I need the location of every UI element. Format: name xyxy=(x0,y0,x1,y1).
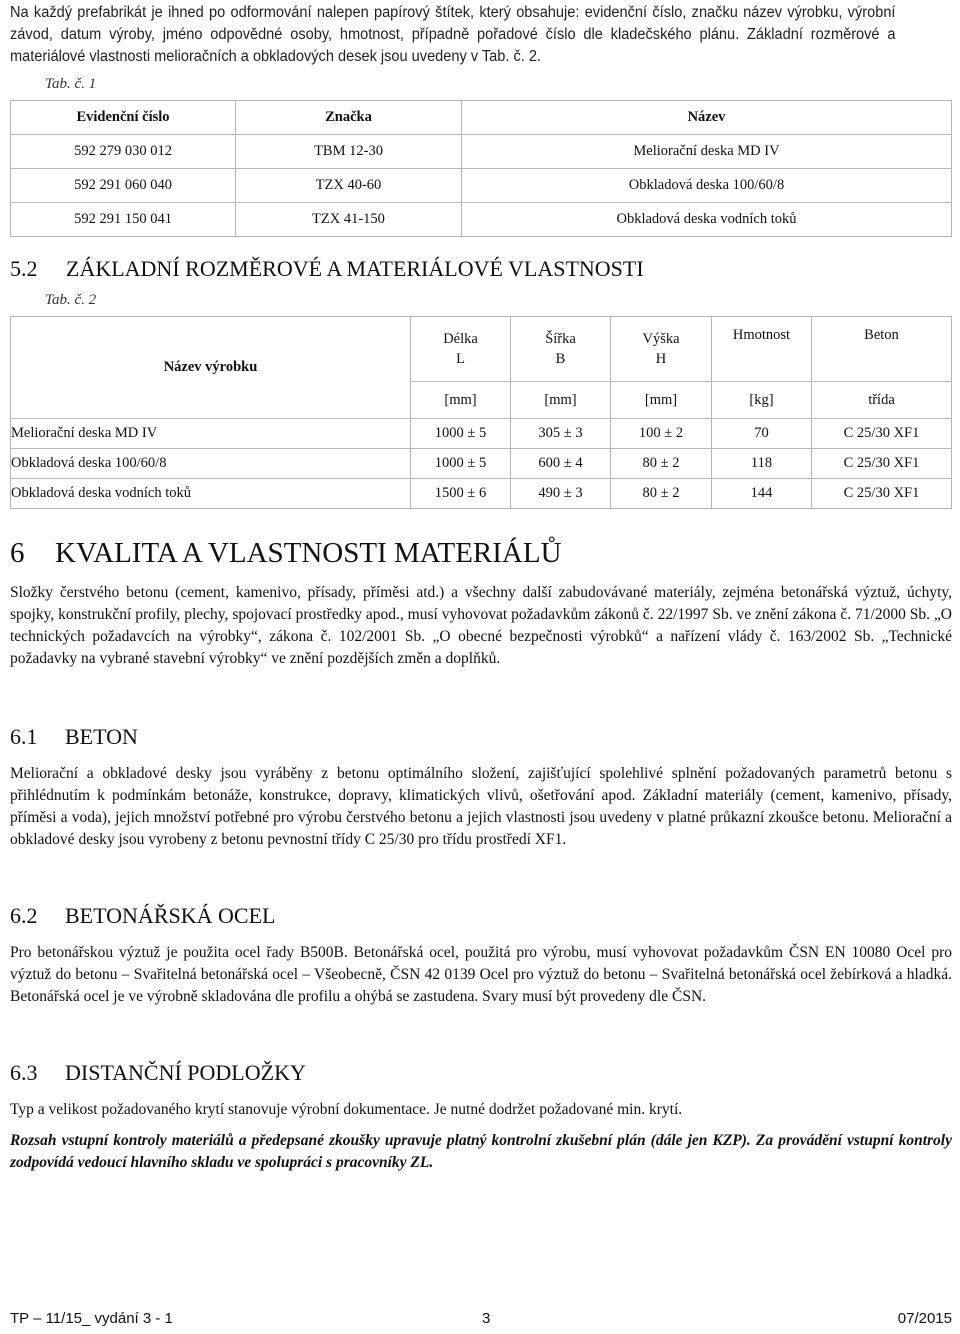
table-cell: 1000 ± 5 xyxy=(411,449,511,479)
table-cell: C 25/30 XF1 xyxy=(812,419,952,449)
section-title: ZÁKLADNÍ ROZMĚROVÉ A MATERIÁLOVÉ VLASTNOSTI xyxy=(66,256,644,281)
table2-header-length: Délka L xyxy=(411,317,511,382)
section-6-heading xyxy=(10,537,562,570)
section-title: BETONÁŘSKÁ OCEL xyxy=(65,903,276,928)
table-cell: Obkladová deska 100/60/8 xyxy=(11,449,411,479)
table-cell: 80 ± 2 xyxy=(611,449,712,479)
table2-header-weight: Hmotnost xyxy=(712,317,812,382)
table2-unit: [kg] xyxy=(712,382,812,419)
table1-header-mark: Značka xyxy=(236,101,462,135)
table1-caption: Tab. č. 1 xyxy=(45,76,97,92)
section-6-3-heading xyxy=(10,1060,306,1086)
table-cell: 144 xyxy=(712,479,812,509)
section-6-1-heading xyxy=(10,724,138,750)
section-number: 6 xyxy=(10,537,25,569)
table-cell: 592 291 060 040 xyxy=(11,169,236,203)
table-cell: 490 ± 3 xyxy=(511,479,611,509)
table-row xyxy=(11,449,952,479)
table2-unit: [mm] xyxy=(511,382,611,419)
section-number: 6.3 xyxy=(10,1060,38,1085)
section-title: DISTANČNÍ PODLOŽKY xyxy=(65,1060,306,1085)
table-cell: TZX 41-150 xyxy=(236,203,462,237)
table-cell: C 25/30 XF1 xyxy=(812,479,952,509)
footer-document-id: TP – 11/15_ vydání 3 - 1 xyxy=(10,1310,173,1327)
section-6-paragraph: Složky čerstvého betonu (cement, kamenivo, přísady, příměsi atd.) a všechny další zabudovávané materiály, zejména betonářská výztuž, úchyty, spojky, konstrukční profily, plechy, spojovací prostředky apod., musí vyhovovat požadavkům zákonů č. 22/1997 Sb. ve znění zákona č. 71/2000 Sb. „O technických požadavcích na výrobky“, zákona č. 102/2001 Sb. „O obecné bezpečnosti výrobků“ a nařízení vlády č. 163/2002 Sb. „Technické požadavky na vybrané stavební výrobky“ ve znění pozdějších změn a doplňků. xyxy=(10,584,952,667)
table-cell: 80 ± 2 xyxy=(611,479,712,509)
section-title: KVALITA A VLASTNOSTI MATERIÁLŮ xyxy=(55,537,562,569)
table2-header-row xyxy=(11,317,952,382)
table-cell: 100 ± 2 xyxy=(611,419,712,449)
table2-caption: Tab. č. 2 xyxy=(45,292,97,308)
section-6-2-heading xyxy=(10,903,275,929)
intro-paragraph: Na každý prefabrikát je ihned po odformování nalepen papírový štítek, který obsahuje: evidenční číslo, značku název výrobku, výrobní závod, datum výroby, jméno odpovědné osoby, hmotnost, případně pořadové číslo dle kladečského plánu. Základní rozměrové a materiálové vlastnosti melioračních a obkladových desek jsou uvedeny v Tab. č. 2. xyxy=(10,4,896,65)
section-number: 6.2 xyxy=(10,903,38,928)
table-row xyxy=(11,479,952,509)
table2-unit: [mm] xyxy=(611,382,712,419)
table1-header-evidence: Evidenční číslo xyxy=(11,101,236,135)
table2-header-width: Šířka B xyxy=(511,317,611,382)
table1-header-name: Název xyxy=(462,101,952,135)
table2-unit: [mm] xyxy=(411,382,511,419)
table-row xyxy=(11,169,952,203)
table-cell: 600 ± 4 xyxy=(511,449,611,479)
section-number: 5.2 xyxy=(10,256,38,281)
table-cell: Obkladová deska 100/60/8 xyxy=(462,169,952,203)
section-6-2-paragraph: Pro betonářskou výztuž je použita ocel řady B500B. Betonářská ocel, použitá pro výrobu, musí vyhovovat požadavkům ČSN EN 10080 Ocel pro výztuž do betonu – Svařitelná betonářská ocel – Všeobecně, ČSN 42 0139 Ocel pro výztuž do betonu – Svařitelná betonářská ocel žebírková a hladká. Betonářská ocel je ve výrobně skladována dle profilu a ohýbá se zastudena. Svary musí být provedeny dle ČSN. xyxy=(10,944,952,1005)
table2-header-height: Výška H xyxy=(611,317,712,382)
section-6-1-paragraph: Meliorační a obkladové desky jsou vyráběny z betonu optimálního složení, zajišťující spolehlivé splnění požadovaných parametrů betonu s přihlédnutím k podmínkám betonáže, konstrukce, dopravy, klimatických vlivů, ošetřování apod. Základní materiály (cement, kamenivo, přísady, příměsi a voda), jejich množství potřebné pro výrobu čerstvého betonu a jejich vlastnosti jsou uvedeny v platné průkazní zkoušce betonu. Meliorační a obkladové desky jsou vyrobeny z betonu pevnostní třídy C 25/30 pro třídu prostředí XF1. xyxy=(10,765,952,848)
table2-header-concrete: Beton xyxy=(812,317,952,382)
table2-unit: třída xyxy=(812,382,952,419)
section-number: 6.1 xyxy=(10,724,38,749)
table-cell: 1500 ± 6 xyxy=(411,479,511,509)
table-cell: 1000 ± 5 xyxy=(411,419,511,449)
table1-header-row xyxy=(11,101,952,135)
table-evidence-numbers xyxy=(10,100,952,237)
section-6-3-paragraph: Typ a velikost požadovaného krytí stanovuje výrobní dokumentace. Je nutné dodržet požadované min. krytí. xyxy=(10,1101,683,1118)
footer-page-number: 3 xyxy=(482,1310,491,1327)
table-cell: 305 ± 3 xyxy=(511,419,611,449)
table-cell: 118 xyxy=(712,449,812,479)
table-cell: Obkladová deska vodních toků xyxy=(11,479,411,509)
table2-header-product-name: Název výrobku xyxy=(11,317,411,419)
table-cell: TZX 40-60 xyxy=(236,169,462,203)
table-row xyxy=(11,419,952,449)
footer-date: 07/2015 xyxy=(897,1310,952,1327)
table-cell: 592 279 030 012 xyxy=(11,135,236,169)
table-cell: Meliorační deska MD IV xyxy=(11,419,411,449)
section-title: BETON xyxy=(65,724,138,749)
table-cell: Obkladová deska vodních toků xyxy=(462,203,952,237)
table-cell: Meliorační deska MD IV xyxy=(462,135,952,169)
page-footer xyxy=(10,1310,952,1332)
kzp-note: Rozsah vstupní kontroly materiálů a předepsané zkoušky upravuje platný kontrolní zkušební plán (dále jen KZP). Za provádění vstupní kontroly zodpovídá vedoucí hlavního skladu ve spolupráci s pracovníky ZL. xyxy=(10,1132,952,1171)
section-5-2-heading xyxy=(10,256,644,282)
table-row xyxy=(11,203,952,237)
table-cell: TBM 12-30 xyxy=(236,135,462,169)
table-row xyxy=(11,135,952,169)
table-cell: C 25/30 XF1 xyxy=(812,449,952,479)
table-dimensions xyxy=(10,316,952,509)
table-cell: 70 xyxy=(712,419,812,449)
table-cell: 592 291 150 041 xyxy=(11,203,236,237)
